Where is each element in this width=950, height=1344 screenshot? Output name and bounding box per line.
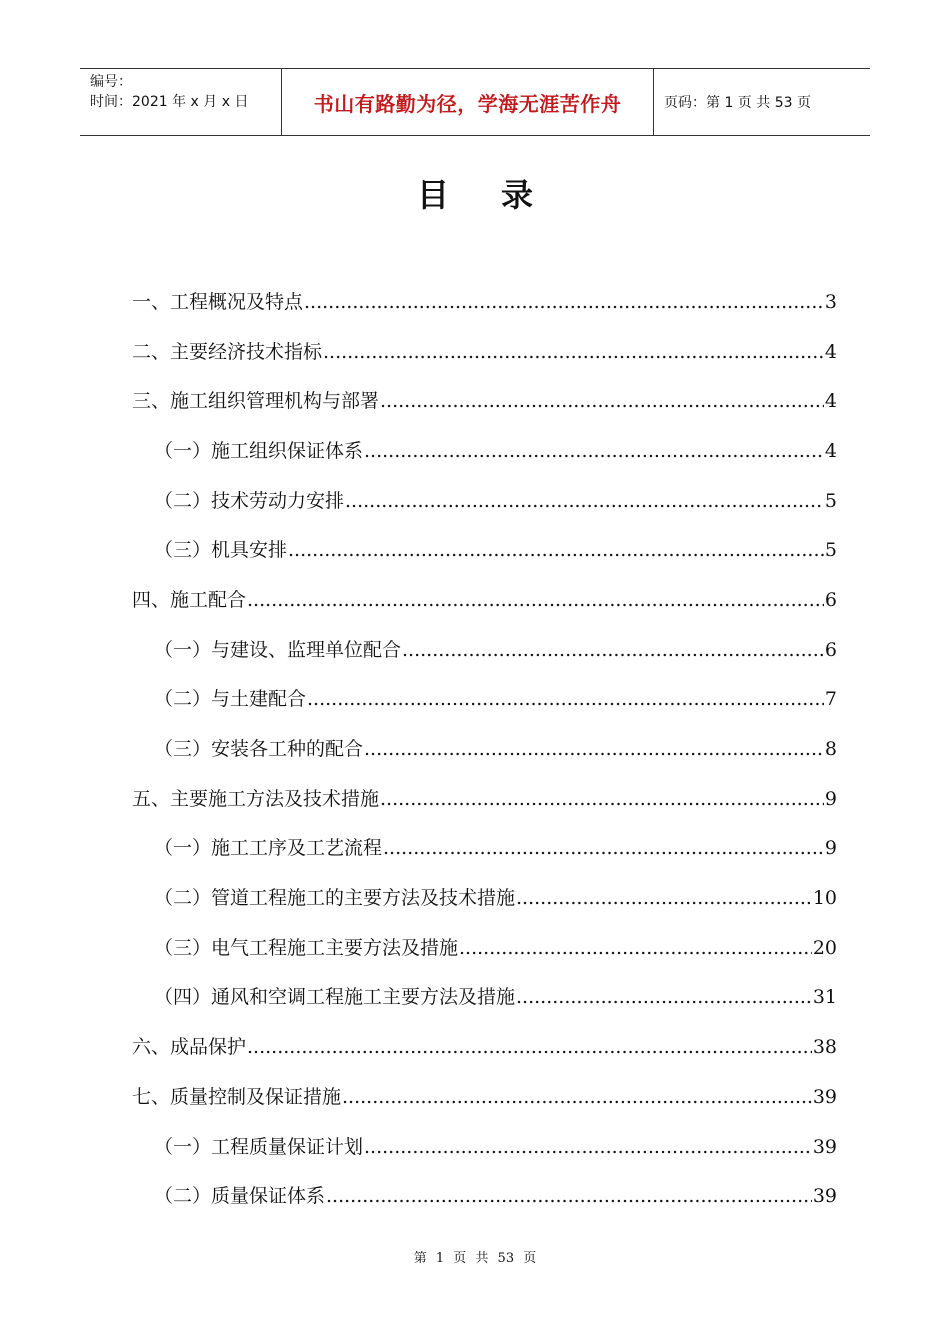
toc-entry-label: （二）质量保证体系 xyxy=(154,1185,326,1208)
toc-entry-label: 七、质量控制及保证措施 xyxy=(132,1085,342,1108)
header-motto: 书山有路勤为径，学海无涯苦作舟 xyxy=(282,69,654,135)
toc-entry-page-number: 10 xyxy=(812,887,837,910)
toc-dot-leader xyxy=(380,784,824,814)
toc-entry-page-number: 5 xyxy=(824,539,837,562)
toc-entry-label: （一）工程质量保证计划 xyxy=(154,1135,364,1158)
toc-dot-leader xyxy=(459,933,812,963)
toc-entry[interactable] xyxy=(132,1022,837,1072)
toc-entry-page-number: 6 xyxy=(824,638,837,661)
toc-entry[interactable] xyxy=(132,1122,837,1172)
toc-entry[interactable] xyxy=(132,277,837,327)
toc-dot-leader xyxy=(288,535,824,565)
toc-dot-leader xyxy=(516,883,812,913)
toc-dot-leader xyxy=(247,585,824,615)
header-meta-cell xyxy=(80,69,282,135)
toc-entry-label: （四）通风和空调工程施工主要方法及措施 xyxy=(154,986,516,1009)
toc-dot-leader xyxy=(247,1032,812,1062)
toc-dot-leader xyxy=(364,436,824,466)
toc-entry[interactable] xyxy=(132,774,837,824)
header-page-info: 页码：第 1 页 共 53 页 xyxy=(664,95,811,111)
toc-entry-label: （一）施工组织保证体系 xyxy=(154,439,364,462)
toc-entry[interactable] xyxy=(132,575,837,625)
toc-entry-label: 六、成品保护 xyxy=(132,1036,247,1059)
toc-entry-label: 一、工程概况及特点 xyxy=(132,290,304,313)
toc-entry[interactable] xyxy=(132,675,837,725)
toc-entry-label: （二）技术劳动力安排 xyxy=(154,489,345,512)
toc-entry-label: （一）与建设、监理单位配合 xyxy=(154,638,402,661)
toc-entry-page-number: 8 xyxy=(824,738,837,761)
toc-dot-leader xyxy=(323,337,824,367)
toc-dot-leader xyxy=(380,386,824,416)
toc-entry-label: 五、主要施工方法及技术措施 xyxy=(132,787,380,810)
toc-entry[interactable] xyxy=(132,1171,837,1221)
toc-entry-label: 四、施工配合 xyxy=(132,588,247,611)
toc-entry[interactable] xyxy=(132,426,837,476)
toc-entry[interactable] xyxy=(132,476,837,526)
toc-entry-page-number: 3 xyxy=(824,290,837,313)
toc-entry-page-number: 38 xyxy=(812,1036,837,1059)
toc-entry-page-number: 31 xyxy=(812,986,837,1009)
toc-entry[interactable] xyxy=(132,873,837,923)
toc-dot-leader xyxy=(345,486,824,516)
document-date-label: 时间：2021 年 x 月 x 日 xyxy=(90,94,249,110)
toc-entry[interactable] xyxy=(132,824,837,874)
toc-entry-page-number: 6 xyxy=(824,588,837,611)
document-number-label: 编号： xyxy=(90,74,132,90)
toc-dot-leader xyxy=(516,982,812,1012)
toc-entry-label: （三）安装各工种的配合 xyxy=(154,738,364,761)
table-of-contents xyxy=(132,277,837,1221)
toc-entry-page-number: 39 xyxy=(812,1185,837,1208)
toc-entry-page-number: 39 xyxy=(812,1085,837,1108)
toc-dot-leader xyxy=(307,684,824,714)
toc-entry[interactable] xyxy=(132,923,837,973)
toc-entry-page-number: 20 xyxy=(812,936,837,959)
page-footer: 第 1 页 共 53 页 xyxy=(413,1251,537,1266)
toc-dot-leader xyxy=(326,1181,812,1211)
toc-entry[interactable] xyxy=(132,973,837,1023)
toc-entry-label: （二）与土建配合 xyxy=(154,688,307,711)
toc-dot-leader xyxy=(342,1082,812,1112)
toc-entry-label: 二、主要经济技术指标 xyxy=(132,340,323,363)
toc-entry-page-number: 9 xyxy=(824,787,837,810)
page-title: 目录 xyxy=(416,176,585,214)
toc-entry[interactable] xyxy=(132,1072,837,1122)
toc-dot-leader xyxy=(364,1132,812,1162)
toc-dot-leader xyxy=(402,635,824,665)
toc-entry-page-number: 4 xyxy=(824,340,837,363)
toc-entry-page-number: 5 xyxy=(824,489,837,512)
toc-entry[interactable] xyxy=(132,625,837,675)
toc-entry-label: （三）电气工程施工主要方法及措施 xyxy=(154,936,459,959)
toc-entry-label: （一）施工工序及工艺流程 xyxy=(154,837,383,860)
toc-dot-leader xyxy=(364,734,824,764)
toc-entry-page-number: 4 xyxy=(824,390,837,413)
toc-entry-page-number: 39 xyxy=(812,1135,837,1158)
toc-entry[interactable] xyxy=(132,724,837,774)
toc-entry[interactable] xyxy=(132,327,837,377)
toc-entry-page-number: 9 xyxy=(824,837,837,860)
toc-entry-label: 三、施工组织管理机构与部署 xyxy=(132,390,380,413)
toc-entry[interactable] xyxy=(132,376,837,426)
toc-entry-page-number: 4 xyxy=(824,439,837,462)
toc-entry[interactable] xyxy=(132,525,837,575)
toc-entry-page-number: 7 xyxy=(824,688,837,711)
toc-entry-label: （三）机具安排 xyxy=(154,539,288,562)
toc-dot-leader xyxy=(304,287,824,317)
toc-entry-label: （二）管道工程施工的主要方法及技术措施 xyxy=(154,887,516,910)
toc-dot-leader xyxy=(383,833,824,863)
document-header xyxy=(80,68,870,136)
